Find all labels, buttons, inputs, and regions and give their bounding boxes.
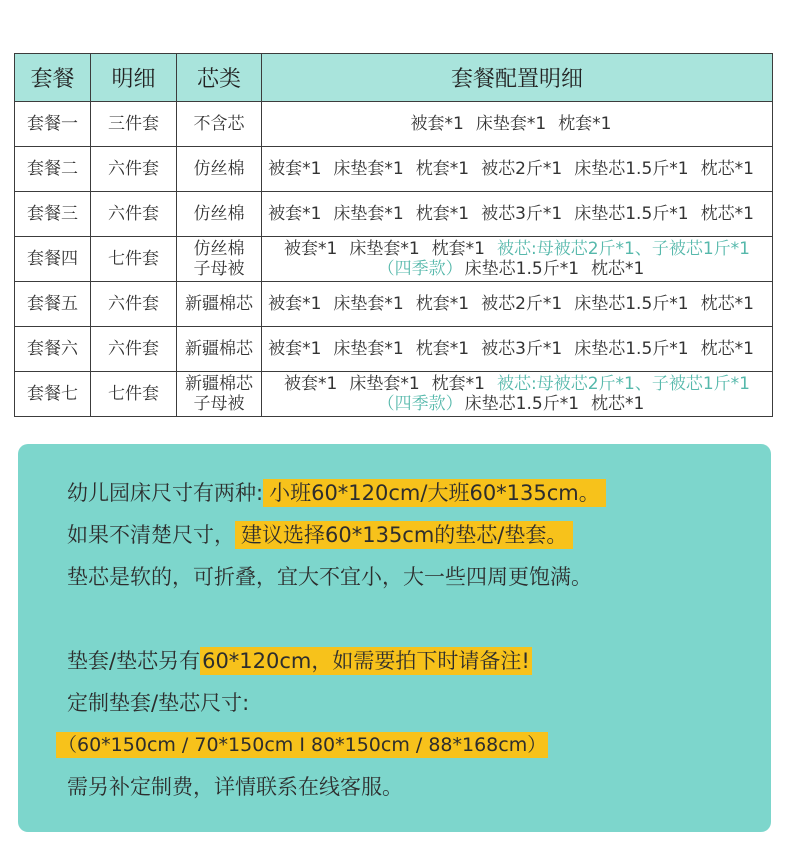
config-item: 枕芯*1 <box>591 259 645 279</box>
table-row <box>15 372 773 417</box>
core-type-text: 不含芯 <box>193 114 245 134</box>
config-highlight: （四季款） <box>377 259 463 279</box>
core-type-cell <box>177 282 262 327</box>
package-name-cell: 套餐七 <box>15 372 91 417</box>
core-type-cell <box>177 372 262 417</box>
recommend-size-highlight: 建议选择60*135cm的垫芯/垫套。 <box>235 521 573 549</box>
table-row <box>15 192 773 237</box>
header-count: 明细 <box>91 54 177 102</box>
piece-count-cell: 七件套 <box>91 372 177 417</box>
config-item: 被芯3斤*1 <box>481 204 563 224</box>
package-name-cell: 套餐六 <box>15 327 91 372</box>
size-info-line-7: 需另补定制费，详情联系在线客服。 <box>67 775 403 799</box>
config-item: 被套*1 <box>268 159 322 179</box>
config-item: 床垫套*1 <box>475 114 547 134</box>
package-name-cell: 套餐五 <box>15 282 91 327</box>
config-item: 床垫芯1.5斤*1 <box>464 394 580 414</box>
config-item: 床垫套*1 <box>333 159 404 179</box>
size-info-line-4 <box>67 646 532 676</box>
config-item: 枕芯*1 <box>700 204 754 224</box>
core-type-text: 仿丝棉 <box>193 204 245 224</box>
config-detail-cell <box>262 372 773 417</box>
config-item: 床垫芯1.5斤*1 <box>464 259 580 279</box>
size-info-line-1 <box>67 478 606 508</box>
config-item: 枕套*1 <box>431 374 485 394</box>
unsure-size-label: 如果不清楚尺寸， <box>67 523 235 547</box>
config-item: 被套*1 <box>410 114 464 134</box>
size-info-line-3: 垫芯是软的，可折叠，宜大不宜小，大一些四周更饱满。 <box>67 565 592 589</box>
config-item: 枕套*1 <box>415 339 470 359</box>
core-type-cell <box>177 237 262 282</box>
config-item: 被芯3斤*1 <box>481 339 563 359</box>
config-item: 床垫芯1.5斤*1 <box>574 204 689 224</box>
table-row <box>15 147 773 192</box>
config-item: 枕套*1 <box>558 114 612 134</box>
package-name-cell: 套餐一 <box>15 102 91 147</box>
config-item: 被套*1 <box>284 239 338 259</box>
config-highlight: 被芯:母被芯2斤*1、子被芯1斤*1 <box>496 239 750 259</box>
piece-count-cell: 六件套 <box>91 192 177 237</box>
core-type-text: 新疆棉芯 <box>185 374 253 394</box>
config-item: 枕芯*1 <box>700 294 754 314</box>
table-row <box>15 282 773 327</box>
core-type-cell <box>177 192 262 237</box>
core-type-text: 子母被 <box>193 259 245 279</box>
config-detail-cell <box>262 102 773 147</box>
config-item: 枕套*1 <box>415 159 470 179</box>
config-item: 枕套*1 <box>415 204 470 224</box>
config-item: 床垫芯1.5斤*1 <box>574 159 689 179</box>
config-item: 床垫芯1.5斤*1 <box>574 339 689 359</box>
config-item: 枕芯*1 <box>700 159 754 179</box>
header-package: 套餐 <box>15 54 91 102</box>
piece-count-cell: 三件套 <box>91 102 177 147</box>
core-type-cell <box>177 102 262 147</box>
config-item: 被芯2斤*1 <box>481 159 563 179</box>
config-highlight: 被芯:母被芯2斤*1、子被芯1斤*1 <box>496 374 750 394</box>
core-type-text: 新疆棉芯 <box>185 294 253 314</box>
table-row <box>15 237 773 282</box>
core-type-cell <box>177 327 262 372</box>
extra-size-label: 垫套/垫芯另有 <box>67 649 201 673</box>
size-info-line-6 <box>56 730 548 760</box>
config-item: 床垫套*1 <box>349 374 420 394</box>
config-item: 床垫套*1 <box>333 294 404 314</box>
config-detail-cell <box>262 147 773 192</box>
core-type-text: 新疆棉芯 <box>185 339 253 359</box>
config-detail-cell <box>262 282 773 327</box>
package-name-cell: 套餐三 <box>15 192 91 237</box>
size-info-line-5: 定制垫套/垫芯尺寸: <box>67 691 250 715</box>
size-types-label: 幼儿园床尺寸有两种: <box>67 481 264 505</box>
size-types-highlight: 小班60*120cm/大班60*135cm。 <box>263 479 606 507</box>
config-item: 被套*1 <box>268 294 322 314</box>
core-type-text: 仿丝棉 <box>193 239 245 259</box>
core-type-text: 子母被 <box>193 394 245 414</box>
size-info-panel <box>18 444 771 832</box>
table-row <box>15 327 773 372</box>
piece-count-cell: 七件套 <box>91 237 177 282</box>
header-detail: 套餐配置明细 <box>262 54 773 102</box>
config-detail-cell <box>262 237 773 282</box>
config-detail-cell <box>262 192 773 237</box>
piece-count-cell: 六件套 <box>91 147 177 192</box>
header-core: 芯类 <box>177 54 262 102</box>
core-type-cell <box>177 147 262 192</box>
config-item: 枕套*1 <box>431 239 485 259</box>
config-item: 床垫套*1 <box>333 204 404 224</box>
config-item: 床垫套*1 <box>349 239 420 259</box>
config-item: 枕芯*1 <box>591 394 645 414</box>
config-item: 被芯2斤*1 <box>481 294 563 314</box>
piece-count-cell: 六件套 <box>91 327 177 372</box>
table-body <box>15 102 773 417</box>
table-row <box>15 102 773 147</box>
size-info-line-2 <box>67 520 573 550</box>
table-header-row <box>15 54 773 102</box>
piece-count-cell: 六件套 <box>91 282 177 327</box>
config-item: 枕芯*1 <box>700 339 754 359</box>
core-type-text: 仿丝棉 <box>193 159 245 179</box>
config-item: 被套*1 <box>268 339 322 359</box>
extra-size-highlight: 60*120cm，如需要拍下时请备注! <box>202 649 530 673</box>
package-name-cell: 套餐二 <box>15 147 91 192</box>
config-item: 被套*1 <box>284 374 338 394</box>
config-item: 被套*1 <box>268 204 322 224</box>
package-table <box>14 53 773 417</box>
config-highlight: （四季款） <box>377 394 463 414</box>
config-item: 枕套*1 <box>415 294 470 314</box>
config-item: 床垫套*1 <box>333 339 404 359</box>
custom-sizes-highlight: （60*150cm / 70*150cm I 80*150cm / 88*168cm） <box>58 734 547 756</box>
config-item: 床垫芯1.5斤*1 <box>574 294 689 314</box>
package-name-cell: 套餐四 <box>15 237 91 282</box>
config-detail-cell <box>262 327 773 372</box>
